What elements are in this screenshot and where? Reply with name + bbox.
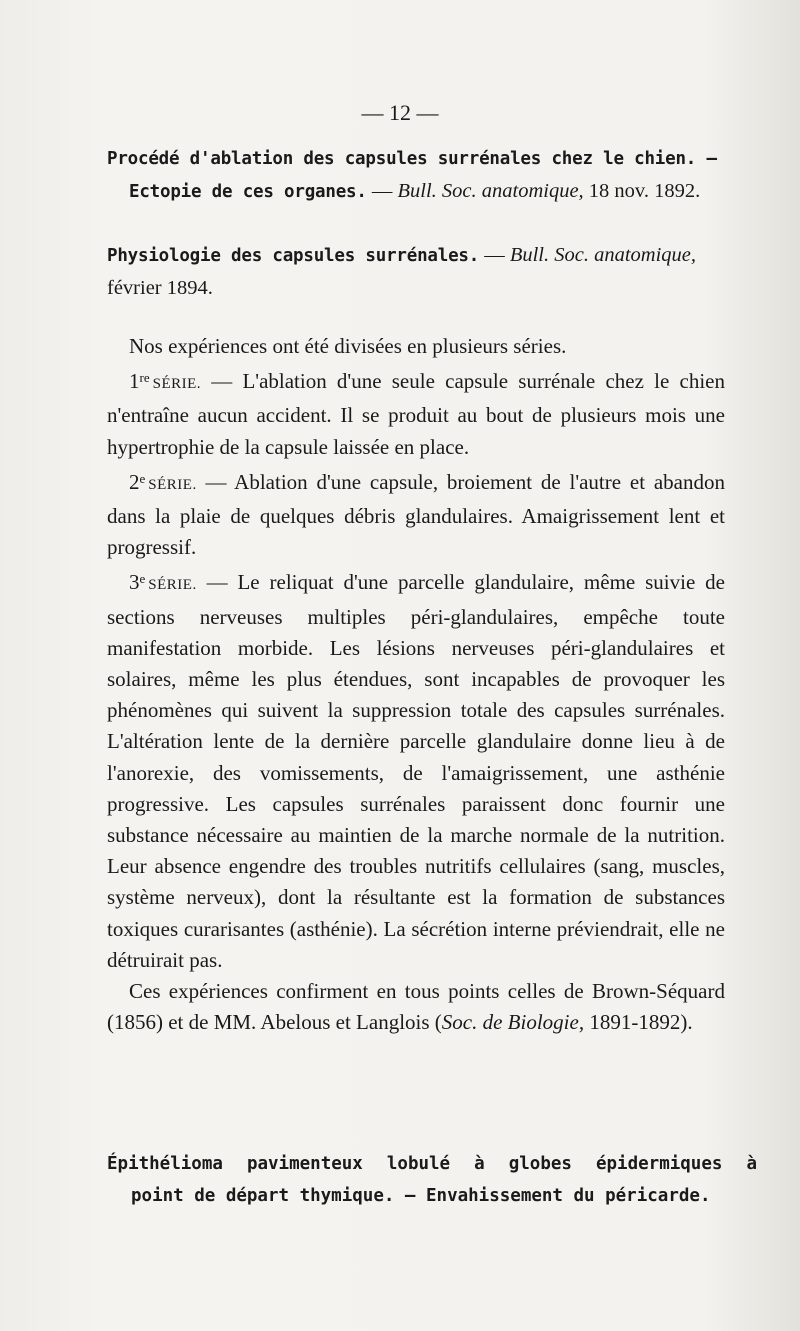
series-2-ordinal: e <box>139 470 146 486</box>
entry-3-title-line-2: point de départ thymique. — Envahissement du péricarde. <box>131 1186 711 1206</box>
series-2-number: 2 <box>129 469 140 494</box>
bleed-through-text <box>290 212 295 235</box>
entry-2-source: Bull. Soc. anatomique, <box>509 244 697 266</box>
bibliography-entry-2 <box>107 239 725 304</box>
conclusion-paragraph <box>107 976 725 1038</box>
conclusion-text: Ces expériences confirment en tous points celles de Brown-Séquard (1856) et de MM. Abelous et Langlois ( <box>107 979 725 1035</box>
series-1-text: — L'ablation d'une seule capsule surrénale chez le chien n'entraîne aucun accident. Il se produit au bout de plusieurs mois une hypertrophie de la capsule laissée en place. <box>107 369 725 459</box>
entry-1-dash: — <box>366 180 398 202</box>
entry-1-title-line-2: Ectopie de ces organes. <box>129 182 367 202</box>
series-3-paragraph <box>107 563 725 976</box>
series-1-paragraph <box>107 362 725 463</box>
series-2-text: — Ablation d'une capsule, broiement de l'autre et abandon dans la plaie de quelques débris glandulaires. Amaigrissement lent et progressif. <box>107 469 725 560</box>
entry-2-dash: — <box>479 244 510 266</box>
series-1-ordinal: re <box>139 370 150 386</box>
series-3-number: 3 <box>129 570 140 595</box>
entry-2-date: février 1894. <box>107 277 213 299</box>
series-2-label: SÉRIE. <box>148 476 197 493</box>
bibliography-entry-1 <box>107 142 725 208</box>
entry-1-source: Bull. Soc. anatomique, <box>397 180 584 202</box>
entry-1-date: 18 nov. 1892. <box>583 180 701 202</box>
series-1-label: SÉRIE. <box>152 376 202 393</box>
series-3-label: SÉRIE. <box>148 577 197 594</box>
entry-2-title: Physiologie des capsules surrénales. <box>107 246 480 266</box>
series-1-number: 1 <box>129 369 140 394</box>
conclusion-source: Soc. de Biologie, <box>441 1010 585 1035</box>
conclusion-end: 1891-1892). <box>584 1010 693 1035</box>
series-3-text: — Le reliquat d'une parcelle glandulaire, même suivie de sections nerveuses multiples péri-glandulaires, empêche toute manifestation morbide. Les lésions nerveuses péri-glandulaires et solaires, même les plus étendues, sont incapables de provoquer les phénomènes qui suivent la suppression totale des capsules surrénales. L'altération lente de la dernière parcelle glandulaire donne lieu à de l'anorexie, des vomissements, de l'amaigrissement, une asthénie progressive. Les capsules surrénales paraissent donc fournir une substance nécessaire au maintien de la marche normale de la nutrition. Leur absence engendre des troubles nutritifs cellulaires (sang, muscles, système nerveux), dont la résultante est la formation de substances toxiques curarisantes (asthénie). La sécrétion interne préviendrait, elle ne détruirait pas. <box>107 570 725 972</box>
entry-1-title-line-1: Procédé d'ablation des capsules surrénales chez le chien. — <box>107 149 717 169</box>
intro-paragraph: Nos expériences ont été divisées en plusieurs séries. <box>129 334 567 358</box>
series-3-ordinal: e <box>139 571 146 587</box>
page-number: — 12 — <box>361 100 439 125</box>
bibliography-entry-3 <box>107 1148 757 1212</box>
entry-3-title-line-1: Épithélioma pavimenteux lobulé à globes épidermiques à <box>107 1154 757 1174</box>
series-2-paragraph <box>107 463 725 564</box>
body-text <box>107 331 725 1038</box>
